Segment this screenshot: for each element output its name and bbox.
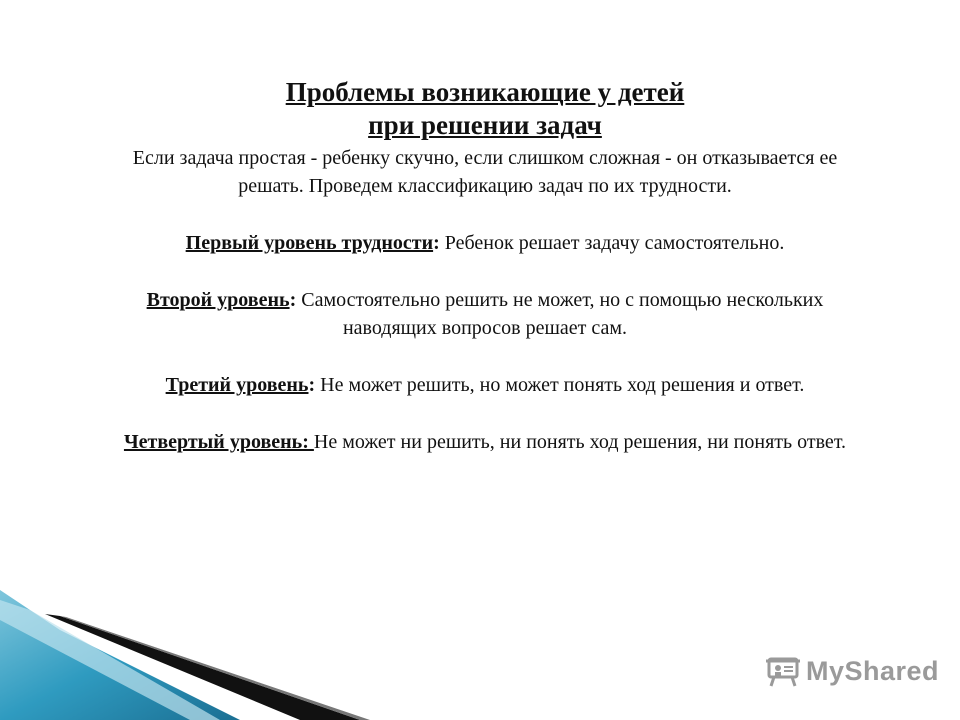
slide-content bbox=[100, 76, 870, 456]
classroom-board-icon bbox=[766, 655, 800, 687]
level-1-label: Первый уровень трудности bbox=[185, 232, 434, 254]
intro-paragraph: Если задача простая - ребенку скучно, если слишком сложная - он отказывается ее решать. Проведем классификацию задач по их трудности. bbox=[132, 147, 838, 197]
level-1-colon: : bbox=[433, 232, 440, 254]
slide-title-line-1: Проблемы возникающие у детей bbox=[285, 77, 685, 107]
myshared-logo-text: MyShared bbox=[806, 655, 940, 686]
level-4-paragraph bbox=[100, 428, 870, 456]
swoosh-blue-band bbox=[0, 590, 240, 720]
corner-swoosh-decoration bbox=[0, 590, 400, 720]
myshared-watermark bbox=[766, 655, 939, 687]
level-3-label: Третий уровень bbox=[165, 374, 309, 396]
level-3-paragraph bbox=[100, 371, 870, 399]
level-1-text: Ребенок решает задачу самостоятельно. bbox=[439, 232, 785, 254]
level-2-label: Второй уровень bbox=[146, 289, 290, 311]
level-3-text: Не может решить, но может понять ход решения и ответ. bbox=[315, 374, 805, 396]
level-2-paragraph bbox=[100, 286, 870, 342]
level-4-label: Четвертый уровень: bbox=[123, 431, 314, 453]
level-4-text: Не может ни решить, ни понять ход решения, ни понять ответ. bbox=[313, 431, 847, 453]
slide-title-line-2: при решении задач bbox=[368, 110, 602, 140]
level-2-colon: : bbox=[289, 289, 297, 311]
level-1-paragraph bbox=[100, 229, 870, 257]
level-2-text: Самостоятельно решить не может, но с помощью нескольких наводящих вопросов решает сам. bbox=[296, 289, 824, 339]
level-3-colon: : bbox=[308, 374, 316, 396]
slide-title bbox=[100, 76, 870, 142]
